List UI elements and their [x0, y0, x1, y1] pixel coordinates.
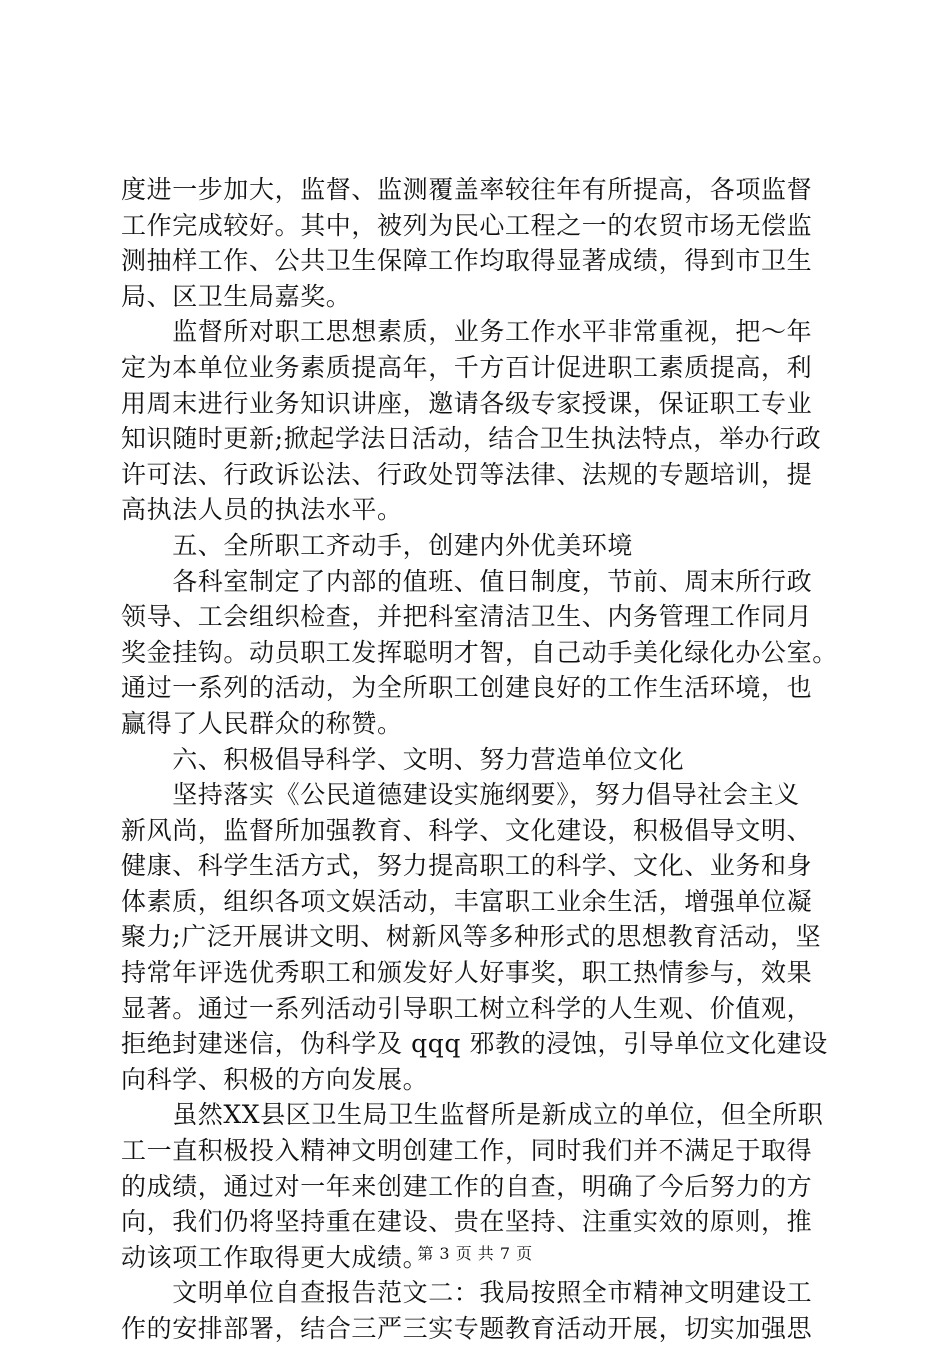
text-line: 赢得了人民群众的称赞。	[121, 708, 403, 738]
text-line: 坚持落实《公民道德建设实施纲要》，努力倡导社会主义	[121, 780, 800, 810]
text-line: 显著。通过一系列活动引导职工树立科学的人生观、价值观，	[121, 993, 813, 1023]
text-line: 定为本单位业务素质提高年，千方百计促进职工素质提高，利	[121, 352, 813, 382]
text-line: 测抽样工作、公共卫生保障工作均取得显著成绩，得到市卫生	[121, 246, 813, 276]
text-line: 领导、工会组织检查，并把科室清洁卫生、内务管理工作同月	[121, 602, 813, 632]
text-line: 拒绝封建迷信，伪科学及 qqq 邪教的浸蚀，引导单位文化建设	[121, 1029, 828, 1059]
text-line: 文明单位自查报告范文二：我局按照全市精神文明建设工	[121, 1278, 813, 1308]
section-heading: 六、积极倡导科学、文明、努力营造单位文化	[121, 744, 685, 774]
text-line: 度进一步加大，监督、监测覆盖率较往年有所提高，各项监督	[121, 175, 813, 204]
text-line: 聚力;广泛开展讲文明、树新风等多种形式的思想教育活动，坚	[121, 922, 822, 952]
text-line: 健康、科学生活方式，努力提高职工的科学、文化、业务和身	[121, 851, 813, 881]
text-line: 动该项工作取得更大成绩。	[121, 1242, 429, 1272]
text-line: 持常年评选优秀职工和颁发好人好事奖，职工热情参与，效果	[121, 958, 813, 988]
section-heading: 五、全所职工齐动手，创建内外优美环境	[121, 530, 634, 560]
text-line: 高执法人员的执法水平。	[121, 495, 403, 525]
text-line: 知识随时更新;掀起学法日活动，结合卫生执法特点，举办行政	[121, 424, 822, 454]
text-line: 工作完成较好。其中，被列为民心工程之一的农贸市场无偿监	[121, 210, 813, 240]
text-line: 监督所对职工思想素质，业务工作水平非常重视，把～年	[121, 317, 813, 347]
text-line: 各科室制定了内部的值班、值日制度，节前、周末所行政	[121, 566, 813, 596]
text-line: 的成绩，通过对一年来创建工作的自查，明确了今后努力的方	[121, 1171, 813, 1201]
text-line: 虽然XX县区卫生局卫生监督所是新成立的单位，但全所职	[121, 1100, 824, 1130]
text-line: 向，我们仍将坚持重在建设、贵在坚持、注重实效的原则，推	[121, 1207, 813, 1237]
text-line: 新风尚，监督所加强教育、科学、文化建设，积极倡导文明、	[121, 815, 813, 845]
text-line: 工一直积极投入精神文明创建工作，同时我们并不满足于取得	[121, 1136, 813, 1166]
text-line: 用周末进行业务知识讲座，邀请各级专家授课，保证职工专业	[121, 388, 813, 418]
text-line: 向科学、积极的方向发展。	[121, 1064, 429, 1094]
text-line: 奖金挂钩。动员职工发挥聪明才智，自己动手美化绿化办公室。	[121, 637, 838, 667]
text-line: 作的安排部署，结合三严三实专题教育活动开展，切实加强思	[121, 1314, 813, 1343]
body-text	[121, 172, 838, 1347]
page-number-footer: 第 3 页 共 7 页	[417, 1244, 533, 1263]
text-line: 体素质，组织各项文娱活动，丰富职工业余生活，增强单位凝	[121, 886, 813, 916]
text-line: 局、区卫生局嘉奖。	[121, 281, 352, 311]
text-line: 通过一系列的活动，为全所职工创建良好的工作生活环境，也	[121, 673, 813, 703]
text-line: 许可法、行政诉讼法、行政处罚等法律、法规的专题培训，提	[121, 459, 813, 489]
